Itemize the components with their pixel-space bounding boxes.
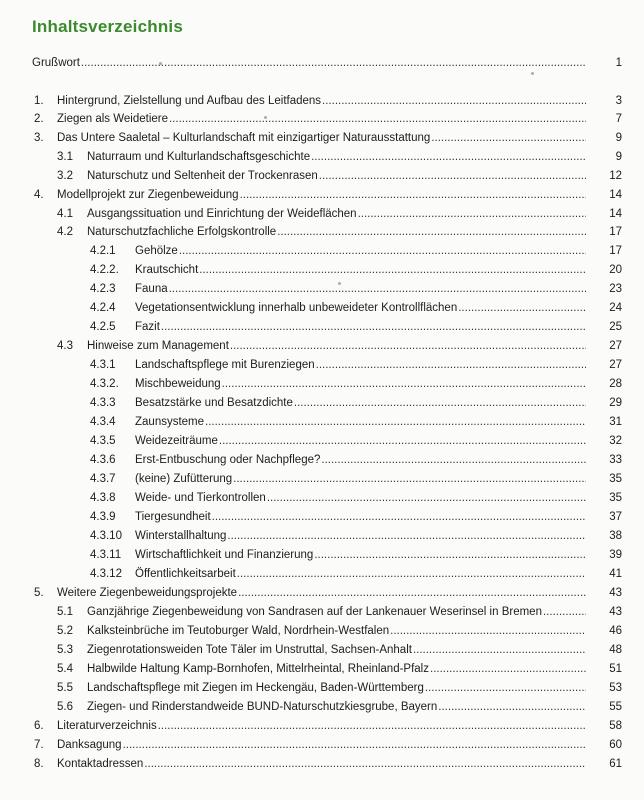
- toc-entry-number: 1.: [34, 95, 44, 107]
- toc-entry-number: 4.3.2.: [90, 378, 119, 390]
- toc-entry-page: 7: [615, 113, 622, 125]
- toc-entry-page: 27: [609, 340, 622, 352]
- toc-entry-page: 37: [609, 511, 622, 523]
- toc-entry-page: 20: [609, 264, 622, 276]
- toc-entry: [0, 205, 644, 223]
- toc-entry-title: Weidezeiträume: [135, 435, 218, 447]
- toc-entry-number: 4.3.8: [90, 492, 116, 504]
- toc-entry: [0, 679, 644, 697]
- toc-entry-title: Ziegenrotationsweiden Tote Täler im Unstruttal, Sachsen-Anhalt: [87, 644, 412, 656]
- toc-entry-number: 2.: [34, 113, 44, 125]
- dot-leader: [222, 375, 586, 393]
- dot-leader: [311, 148, 586, 166]
- toc-entry-title: Danksagung: [57, 739, 122, 751]
- toc-entry-number: 8.: [34, 758, 44, 770]
- dot-leader: [81, 54, 586, 72]
- toc-entry: [0, 565, 644, 583]
- toc-entry-number: 4.3.6: [90, 454, 116, 466]
- toc-entry-page: 35: [609, 473, 622, 485]
- toc-entry-title: Mischbeweidung: [135, 378, 221, 390]
- toc-entry-page: 14: [609, 208, 622, 220]
- toc-entry-title: (keine) Zufütterung: [135, 473, 233, 485]
- toc-entry-number: 4.1: [57, 208, 73, 220]
- toc-entry-number: 4.3.11: [90, 549, 122, 561]
- toc-entry-page: 32: [609, 435, 622, 447]
- toc-entry-page: 31: [609, 416, 622, 428]
- dot-leader: [314, 546, 586, 564]
- toc-entry-number: 4.3.9: [90, 511, 116, 523]
- toc-entry-number: 4.3.10: [90, 530, 122, 542]
- toc-entry-page: 53: [609, 682, 622, 694]
- toc-entry-title: Ziegen- und Rinderstandweide BUND-Naturschutzkiesgrube, Bayern: [87, 701, 438, 713]
- dot-leader: [321, 451, 586, 469]
- toc-entry-page: 3: [615, 95, 622, 107]
- scan-speck: [159, 62, 162, 65]
- toc-entry-title: Wirtschaftlichkeit und Finanzierung: [135, 549, 314, 561]
- toc-entry-title: Öffentlichkeitsarbeit: [135, 568, 236, 580]
- toc-entry-title: Fauna: [135, 283, 168, 295]
- dot-leader: [233, 470, 586, 488]
- toc-entry-number: 4.3.4: [90, 416, 116, 428]
- toc-entry-number: 3.: [34, 132, 44, 144]
- toc-entry-page: 23: [609, 283, 622, 295]
- scan-speck: [264, 116, 267, 119]
- dot-leader: [413, 641, 586, 659]
- toc-entry-title: Das Untere Saaletal – Kulturlandschaft mit einzigartiger Naturausstattung: [57, 132, 431, 144]
- toc-entry-page: 25: [609, 321, 622, 333]
- toc-entry-number: 4.2.4: [90, 302, 116, 314]
- dot-leader: [230, 337, 586, 355]
- toc-entry: [0, 167, 644, 185]
- toc-entry-title: Kalksteinbrüche im Teutoburger Wald, Nordrhein-Westfalen: [87, 625, 390, 637]
- toc-entry-title: Ganzjährige Ziegenbeweidung von Sandrasen auf der Lankenauer Weserinsel in Bremen: [87, 606, 542, 618]
- toc-entry-page: 35: [609, 492, 622, 504]
- toc-entry: [0, 92, 644, 110]
- toc-entry-title: Naturschutzfachliche Erfolgskontrolle: [87, 226, 277, 238]
- toc-entry-page: 14: [609, 189, 622, 201]
- toc-entry-page: 43: [609, 606, 622, 618]
- toc-entry-number: 5.4: [57, 663, 73, 675]
- toc-entry-title: Weide- und Tierkontrollen: [135, 492, 266, 504]
- toc-entry: [0, 755, 644, 773]
- toc-entry: [0, 698, 644, 716]
- toc-entry-title: Erst-Entbuschung oder Nachpflege?: [135, 454, 321, 466]
- toc-title: Inhaltsverzeichnis: [32, 17, 183, 36]
- toc-entry-page: 38: [609, 530, 622, 542]
- toc-entry-number: 4.2.3: [90, 283, 116, 295]
- dot-leader: [294, 394, 586, 412]
- dot-leader: [430, 660, 586, 678]
- toc-entry-page: 43: [609, 587, 622, 599]
- toc-entry-number: 4.2.2.: [90, 264, 119, 276]
- toc-entry-title: Halbwilde Haltung Kamp-Bornhofen, Mittelrheintal, Rheinland-Pfalz: [87, 663, 429, 675]
- dot-leader: [277, 223, 586, 241]
- toc-entry-number: 5.1: [57, 606, 73, 618]
- toc-entry: [0, 261, 644, 279]
- toc-entry: [0, 470, 644, 488]
- toc-entry-title: Hinweise zum Management: [87, 340, 229, 352]
- toc-entry-page: 9: [615, 151, 622, 163]
- toc-entry-page: 51: [609, 663, 622, 675]
- toc-entry-number: 5.6: [57, 701, 73, 713]
- toc-entry: [0, 584, 644, 602]
- toc-entry: [0, 413, 644, 431]
- dot-leader: [144, 755, 586, 773]
- toc-entry: [0, 148, 644, 166]
- dot-leader: [179, 242, 586, 260]
- toc-entry-page: 39: [609, 549, 622, 561]
- toc-entry-title: Fazit: [135, 321, 160, 333]
- dot-leader: [358, 205, 586, 223]
- toc-entry-page: 55: [609, 701, 622, 713]
- toc-entry-title: Landschaftspflege mit Burenziegen: [135, 359, 315, 371]
- toc-entry-title: Kontaktadressen: [57, 758, 144, 770]
- toc-entry-page: 9: [615, 132, 622, 144]
- toc-entry-page: 46: [609, 625, 622, 637]
- dot-leader: [390, 622, 586, 640]
- dot-leader: [322, 92, 586, 110]
- toc-entry-page: 60: [609, 739, 622, 751]
- dot-leader: [240, 186, 586, 204]
- toc-entry-number: 4.3.5: [90, 435, 116, 447]
- dot-leader: [123, 736, 586, 754]
- toc-entry-page: 17: [609, 245, 622, 257]
- dot-leader: [316, 356, 586, 374]
- toc-entry: [0, 546, 644, 564]
- toc-entry: [0, 622, 644, 640]
- toc-entry-title: Weitere Ziegenbeweidungsprojekte: [57, 587, 238, 599]
- toc-entry-number: 4.3.12: [90, 568, 122, 580]
- toc-entry: [0, 527, 644, 545]
- toc-entry-page: 12: [609, 170, 622, 182]
- toc-entry: [0, 223, 644, 241]
- toc-entry-title: Ziegen als Weidetiere: [57, 113, 169, 125]
- dot-leader: [169, 280, 586, 298]
- toc-entry-number: 4.: [34, 189, 44, 201]
- toc-entry-number: 5.5: [57, 682, 73, 694]
- dot-leader: [227, 527, 586, 545]
- toc-entry-number: 3.1: [57, 151, 73, 163]
- toc-entry-title: Hintergrund, Zielstellung und Aufbau des Leitfadens: [57, 95, 322, 107]
- toc-entry-page: 17: [609, 226, 622, 238]
- toc-entry-number: 5.3: [57, 644, 73, 656]
- toc-entry-page: 61: [609, 758, 622, 770]
- dot-leader: [543, 603, 586, 621]
- toc-entry-title: Vegetationsentwicklung innerhalb unbeweideter Kontrollflächen: [135, 302, 458, 314]
- toc-entry-title: Gehölze: [135, 245, 178, 257]
- dot-leader: [267, 489, 586, 507]
- toc-entry: [0, 110, 644, 128]
- dot-leader: [205, 413, 586, 431]
- toc-entry: [0, 432, 644, 450]
- toc-entry: [0, 717, 644, 735]
- toc-entry: [0, 660, 644, 678]
- toc-entry: [0, 736, 644, 754]
- toc-entry: [0, 375, 644, 393]
- dot-leader: [237, 565, 586, 583]
- toc-entry: [0, 356, 644, 374]
- toc-entry-page: 41: [609, 568, 622, 580]
- toc-entry-title: Winterstallhaltung: [135, 530, 227, 542]
- dot-leader: [199, 261, 586, 279]
- toc-entry-number: 4.3.7: [90, 473, 116, 485]
- toc-entry-title: Literaturverzeichnis: [57, 720, 157, 732]
- dot-leader: [158, 717, 586, 735]
- toc-entry-title: Tiergesundheit: [135, 511, 211, 523]
- toc-entry-number: 4.3.1: [90, 359, 116, 371]
- toc-entry-number: 4.3.3: [90, 397, 116, 409]
- toc-entry-number: 4.3: [57, 340, 73, 352]
- toc-entry: [0, 641, 644, 659]
- toc-entry-page: 58: [609, 720, 622, 732]
- toc-entry: [0, 337, 644, 355]
- toc-entry-number: 7.: [34, 739, 44, 751]
- toc-entry-title: Grußwort: [32, 57, 80, 69]
- toc-entry: [0, 186, 644, 204]
- scan-speck: [338, 282, 341, 285]
- toc-entry-title: Naturschutz und Seltenheit der Trockenrasen: [87, 170, 318, 182]
- toc-entry: [0, 394, 644, 412]
- dot-leader: [319, 167, 586, 185]
- toc-entry: [0, 508, 644, 526]
- toc-entry-title: Modellprojekt zur Ziegenbeweidung: [57, 189, 239, 201]
- toc-entry-page: 29: [609, 397, 622, 409]
- toc-entry-title: Landschaftspflege mit Ziegen im Heckengäu, Baden-Württemberg: [87, 682, 424, 694]
- toc-entry: [0, 54, 644, 72]
- toc-entry: [0, 489, 644, 507]
- dot-leader: [169, 110, 586, 128]
- dot-leader: [238, 584, 586, 602]
- dot-leader: [212, 508, 586, 526]
- toc-entry-title: Zaunsysteme: [135, 416, 205, 428]
- toc-entry: [0, 603, 644, 621]
- toc-entry: [0, 242, 644, 260]
- toc-entry-title: Ausgangssituation und Einrichtung der Weideflächen: [87, 208, 357, 220]
- toc-entry-number: 6.: [34, 720, 44, 732]
- toc-entry: [0, 318, 644, 336]
- toc-entry-page: 48: [609, 644, 622, 656]
- toc-entry-page: 33: [609, 454, 622, 466]
- toc-entry: [0, 451, 644, 469]
- toc-entry-page: 24: [609, 302, 622, 314]
- toc-entry-number: 4.2.1: [90, 245, 116, 257]
- dot-leader: [438, 698, 586, 716]
- toc-entry-page: 1: [615, 57, 622, 69]
- toc-entry-number: 4.2: [57, 226, 73, 238]
- toc-entry-number: 5.: [34, 587, 44, 599]
- toc-entry-number: 4.2.5: [90, 321, 116, 333]
- dot-leader: [425, 679, 586, 697]
- dot-leader: [458, 299, 586, 317]
- toc-entry-number: 5.2: [57, 625, 73, 637]
- toc-entry: [0, 299, 644, 317]
- toc-entry: [0, 280, 644, 298]
- toc-entry-title: Naturraum und Kulturlandschaftsgeschichte: [87, 151, 311, 163]
- toc-entry-page: 28: [609, 378, 622, 390]
- toc-entry-number: 3.2: [57, 170, 73, 182]
- dot-leader: [431, 129, 586, 147]
- toc-entry: [0, 129, 644, 147]
- toc-entry-page: 27: [609, 359, 622, 371]
- scan-speck: [531, 72, 534, 75]
- dot-leader: [161, 318, 586, 336]
- toc-entry-title: Besatzstärke und Besatzdichte: [135, 397, 293, 409]
- toc-entry-title: Krautschicht: [135, 264, 199, 276]
- dot-leader: [219, 432, 586, 450]
